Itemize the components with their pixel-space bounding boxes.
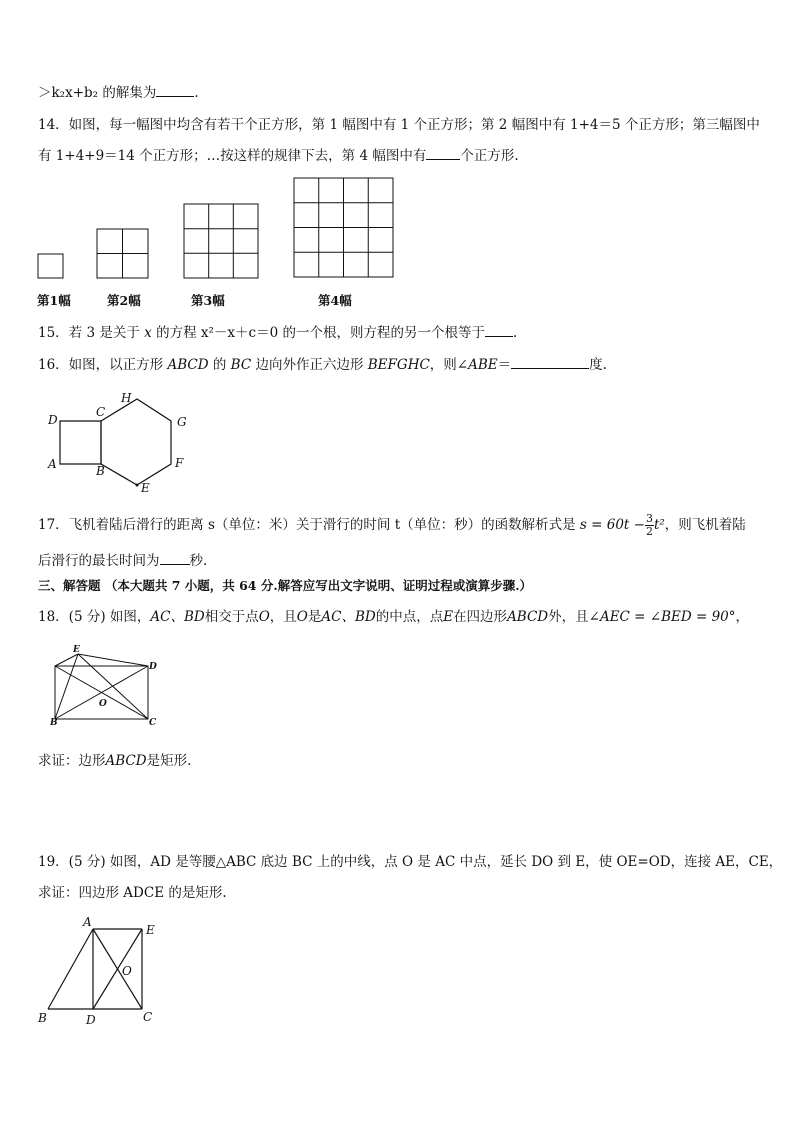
caption-fig1: 第1幅 <box>37 293 71 308</box>
q14-line2a: 有 1+4+9＝14 个正方形；…按这样的规律下去，第 4 幅图中有 <box>38 148 427 164</box>
q18-proof-b: 是矩形. <box>146 753 192 769</box>
q15-answer-blank[interactable] <box>485 323 513 337</box>
q14-line2 <box>38 146 519 165</box>
section3-heading: 三、解答题 （本大题共 7 小题，共 64 分.解答应写出文字说明、证明过程或演算步骤.） <box>38 578 533 593</box>
q16-c: 边向外作正六边形 <box>251 357 368 373</box>
q17-line2b: 秒. <box>189 553 208 569</box>
q17-formula-right: t² <box>653 517 665 533</box>
q14-answer-blank[interactable] <box>426 146 460 160</box>
q19-label-d: D <box>86 1013 96 1027</box>
q16-a: 16．如图，以正方形 <box>38 357 168 373</box>
q18-f: 在四边形 <box>453 609 508 625</box>
q18-proof-line <box>38 752 191 770</box>
q13-tail <box>38 83 199 102</box>
q15-end: . <box>512 325 518 341</box>
q17-line1 <box>38 513 746 538</box>
q18-c: ，且 <box>269 609 297 625</box>
q19-label-c: C <box>143 1010 153 1024</box>
caption-fig4: 第4幅 <box>318 293 352 308</box>
q16-b: 的 <box>208 357 231 373</box>
q18-ac-bd2: AC、BD <box>321 609 376 625</box>
q19-figure <box>0 910 200 1030</box>
q17-a: 17．飞机着陆后滑行的距离 s（单位：米）关于滑行的时间 t（单位：秒）的函数解析式是 <box>38 517 576 533</box>
q14-squares-figure <box>0 170 794 285</box>
q17-frac-den: 2 <box>645 525 653 538</box>
q14-line1: 14．如图，每一幅图中均含有若干个正方形，第 1 幅图中有 1 个正方形；第 2 幅图中有 1+4＝5 个正方形；第三幅图中 <box>38 117 760 133</box>
q17-answer-blank[interactable] <box>160 551 190 565</box>
q17-b: ，则飞机着陆 <box>664 517 746 533</box>
q16-bc: BC <box>230 357 252 373</box>
q18-ac-bd: AC、BD <box>150 609 205 625</box>
q18-abcd: ABCD <box>507 609 549 625</box>
q17-line2a: 后滑行的最长时间为 <box>38 553 160 569</box>
q16-hex: BEFGHC <box>367 357 430 373</box>
q15-a: 15．若 3 是关于 <box>38 325 145 341</box>
q15-line <box>38 323 517 342</box>
q19-line1: 19．(5 分) 如图，AD 是等腰△ABC 底边 BC 上的中线，点 O 是 AC 中点，延长 DO 到 E，使 OE=OD，连接 AE，CE， <box>38 854 783 870</box>
q16-label-d: D <box>48 413 58 427</box>
q17-formula-left: s = 60t − <box>579 517 645 533</box>
q16-figure <box>0 385 300 500</box>
q16-label-e: E <box>141 481 150 495</box>
q18-o2: O <box>296 609 308 625</box>
fig3-grid <box>184 204 258 278</box>
q15-b: 的方程 x²－x＋c＝0 的一个根，则方程的另一个根等于 <box>151 325 485 341</box>
q19-label-o: O <box>122 964 132 978</box>
q16-abe: ABE <box>468 357 498 373</box>
caption-fig3: 第3幅 <box>191 293 225 308</box>
q16-e: ＝ <box>497 357 512 373</box>
caption-fig2: 第2幅 <box>107 293 141 308</box>
q18-label-d: D <box>149 662 157 672</box>
q16-answer-blank[interactable] <box>511 355 589 369</box>
q17-fraction <box>645 513 654 538</box>
q18-label-e: E <box>73 645 80 655</box>
q16-line <box>38 355 607 374</box>
q18-angles: ∠AEC = ∠BED = 90° <box>588 609 736 625</box>
q18-line <box>38 608 749 626</box>
fig2-grid <box>97 229 148 278</box>
q13-answer-blank[interactable] <box>156 83 194 97</box>
q16-d: ，则∠ <box>429 357 469 373</box>
q15-x: x <box>144 325 152 341</box>
q16-hexagon <box>101 399 171 485</box>
q16-label-h: H <box>121 391 132 405</box>
q13-text: ＞k₂x+b₂ 的解集为 <box>38 85 157 101</box>
q18-proof-a: 求证：边形 <box>38 753 106 769</box>
q18-label-o: O <box>99 699 107 709</box>
q18-label-c: C <box>149 718 157 728</box>
q16-label-f: F <box>175 456 184 470</box>
q18-o: O <box>258 609 270 625</box>
q16-abcd: ABCD <box>167 357 209 373</box>
q17-line2 <box>38 551 207 570</box>
q17-frac-num: 3 <box>645 512 653 525</box>
q19-label-b: B <box>38 1011 47 1025</box>
q18-b: 相交于点 <box>204 609 259 625</box>
q16-label-a: A <box>48 457 57 471</box>
q18-ept: E <box>443 609 454 625</box>
fig4-grid <box>294 178 393 277</box>
q18-proof-abcd: ABCD <box>105 753 147 769</box>
q18-e: 的中点，点 <box>375 609 444 625</box>
q16-label-b: B <box>96 464 105 478</box>
q16-label-c: C <box>96 405 106 419</box>
fig1-square <box>38 254 63 278</box>
q19-line2: 求证：四边形 ADCE 的是矩形. <box>38 885 227 901</box>
q18-d: 是 <box>307 609 322 625</box>
q18-label-b: B <box>50 718 58 728</box>
q16-f: 度. <box>589 357 607 373</box>
q18-a: 18．(5 分) 如图， <box>38 609 151 625</box>
q19-label-a: A <box>83 915 92 929</box>
q13-end: . <box>194 85 199 101</box>
q16-square <box>60 421 101 464</box>
q16-label-g: G <box>177 415 187 429</box>
q18-g: 外，且 <box>548 609 589 625</box>
q19-label-e: E <box>146 923 155 937</box>
q14-line2b: 个正方形. <box>460 148 519 164</box>
q18-figure <box>0 640 200 730</box>
q18-h: ， <box>735 609 750 625</box>
